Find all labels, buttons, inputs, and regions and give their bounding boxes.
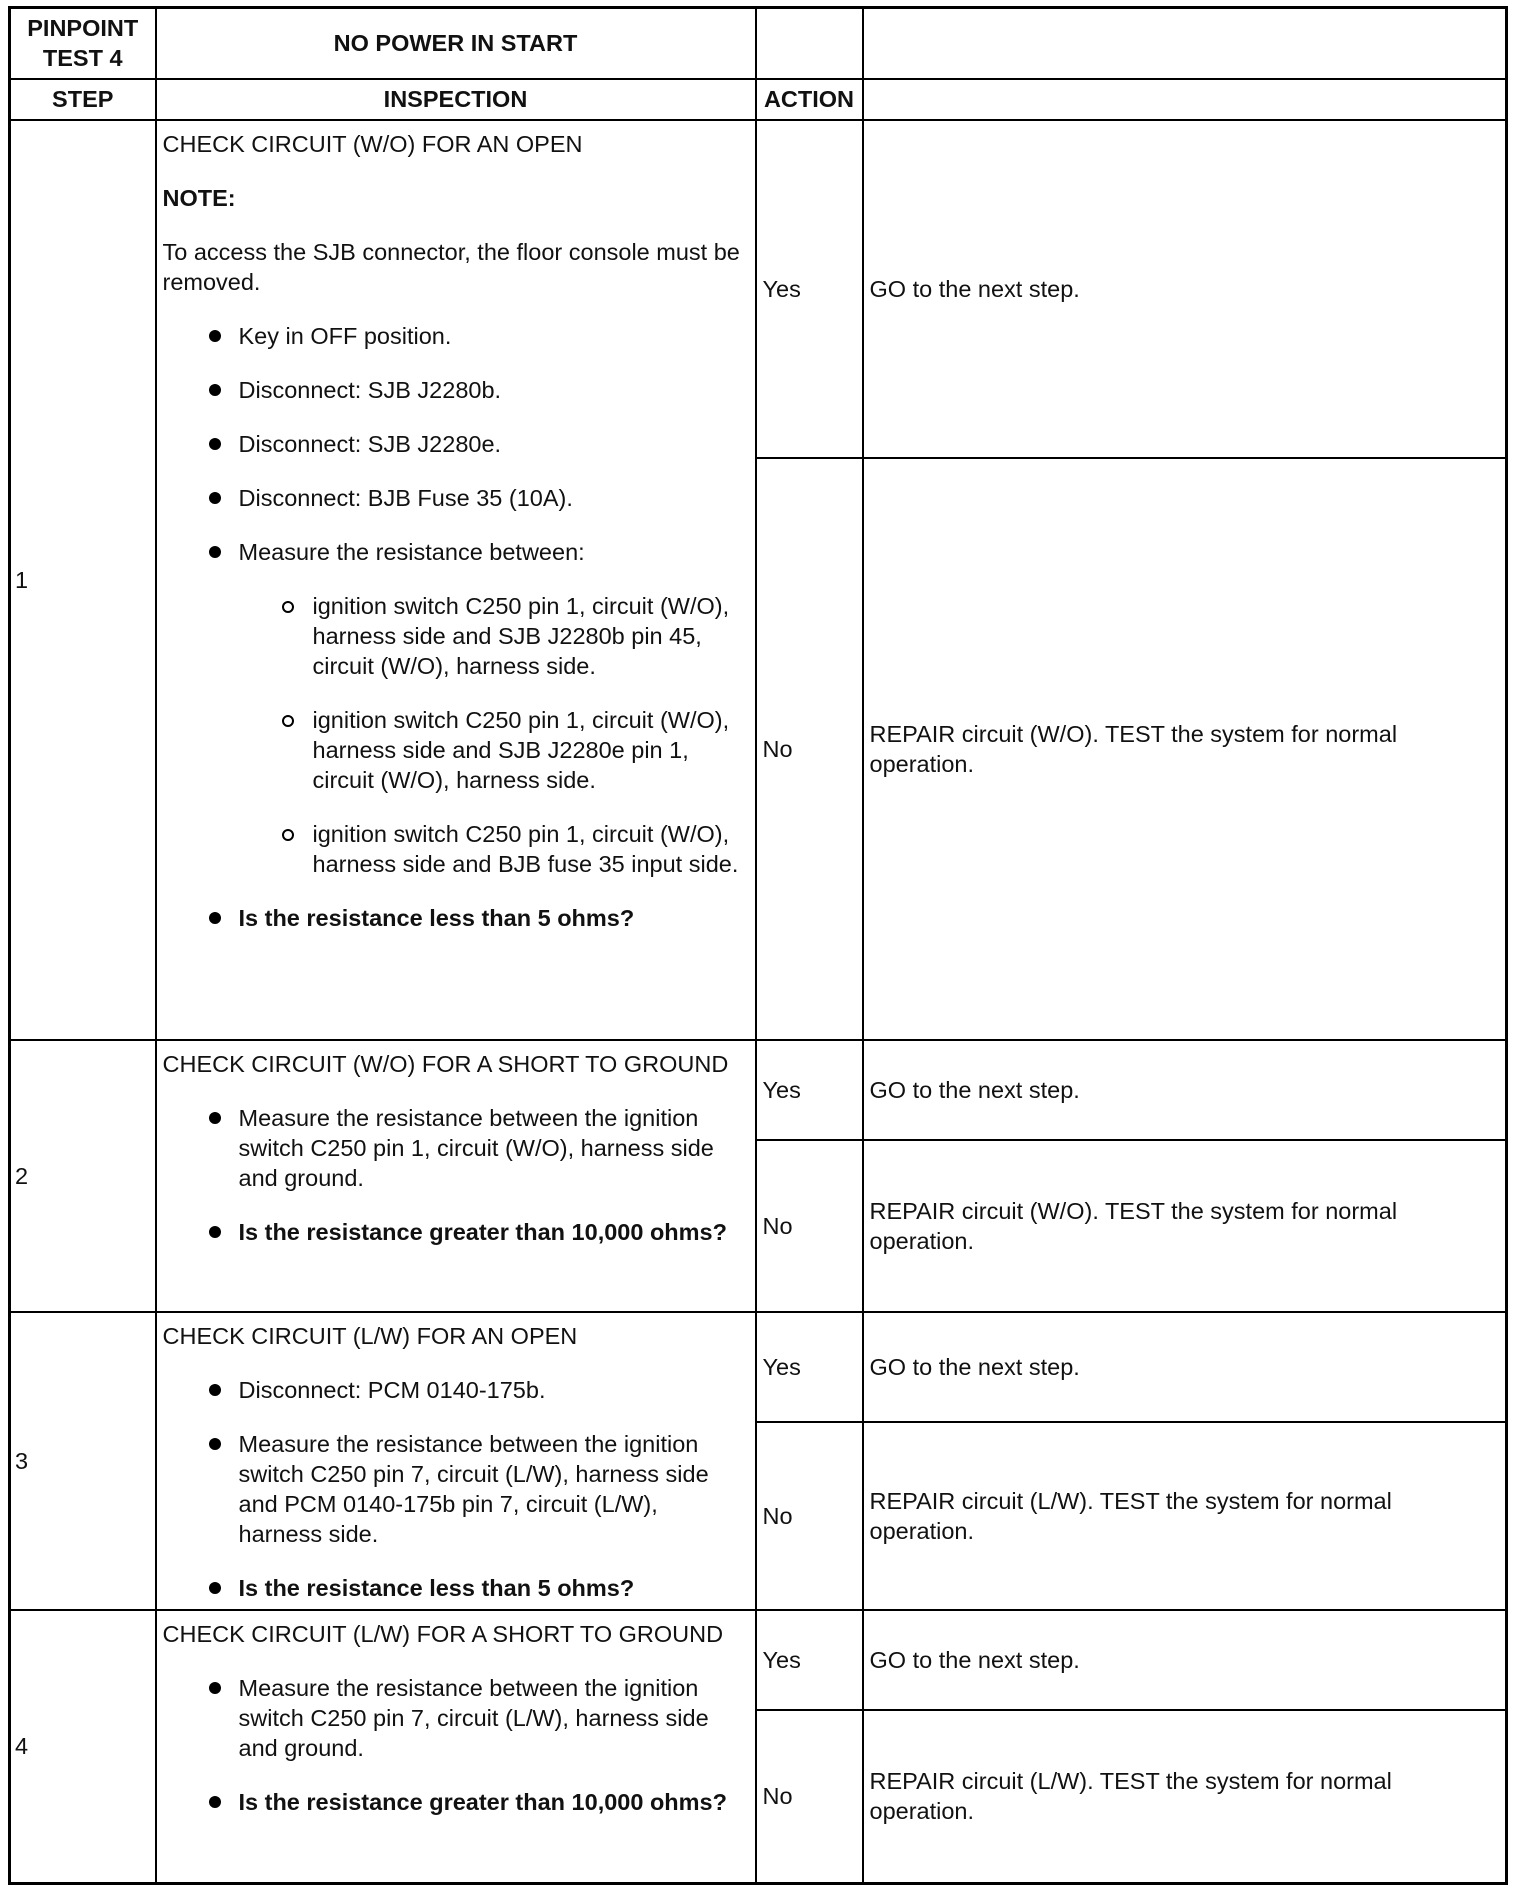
list-item: Disconnect: PCM 0140-175b. [163,1375,747,1405]
action-yes: Yes [756,120,863,458]
sub-list-item: ignition switch C250 pin 1, circuit (W/O), harness side and SJB J2280b pin 45, circuit (W/O), harness side. [163,591,747,681]
table-row [10,1610,1507,1710]
column-header-action: ACTION [756,79,863,120]
result-yes: GO to the next step. [863,1610,1507,1710]
step-number: 1 [10,120,156,1040]
inspection-cell [156,120,756,1040]
action-yes: Yes [756,1610,863,1710]
step-number: 3 [10,1312,156,1610]
inspection-cell [156,1312,756,1610]
list-item: Measure the resistance between the ignition switch C250 pin 7, circuit (L/W), harness side and ground. [163,1673,747,1763]
action-no: No [756,1140,863,1312]
step-title: CHECK CIRCUIT (L/W) FOR AN OPEN [162,1322,578,1349]
title-empty-cell [863,8,1507,79]
sub-list-item: ignition switch C250 pin 1, circuit (W/O), harness side and BJB fuse 35 input side. [163,819,747,879]
list-item: Disconnect: BJB Fuse 35 (10A). [163,483,747,513]
list-item: Disconnect: SJB J2280e. [163,429,747,459]
result-yes: GO to the next step. [863,1312,1507,1422]
note-label: NOTE: [162,184,236,211]
table-row [10,1040,1507,1140]
step-question: Is the resistance greater than 10,000 ohms? [163,1787,747,1817]
step-question: Is the resistance greater than 10,000 ohms? [163,1217,747,1247]
result-no: REPAIR circuit (L/W). TEST the system for normal operation. [863,1710,1507,1884]
action-no: No [756,458,863,1040]
result-no: REPAIR circuit (L/W). TEST the system for normal operation. [863,1422,1507,1610]
list-item: Measure the resistance between the ignition switch C250 pin 7, circuit (L/W), harness side and PCM 0140-175b pin 7, circuit (L/W), harness side. [163,1429,747,1549]
step-question: Is the resistance less than 5 ohms? [163,903,747,933]
table-row [10,1312,1507,1422]
title-empty-cell [756,8,863,79]
column-header-row [10,79,1507,120]
column-header-step: STEP [10,79,156,120]
list-item: Measure the resistance between the ignition switch C250 pin 1, circuit (W/O), harness side and ground. [163,1103,747,1193]
test-label: PINPOINT TEST 4 [10,8,156,79]
step-question: Is the resistance less than 5 ohms? [163,1573,747,1603]
step-title: CHECK CIRCUIT (W/O) FOR A SHORT TO GROUND [162,1050,729,1077]
column-header-inspection: INSPECTION [156,79,756,120]
step-title: CHECK CIRCUIT (W/O) FOR AN OPEN [162,130,583,157]
title-row [10,8,1507,79]
step-number: 2 [10,1040,156,1312]
result-no: REPAIR circuit (W/O). TEST the system for normal operation. [863,458,1507,1040]
inspection-cell [156,1040,756,1312]
sub-list-item: ignition switch C250 pin 1, circuit (W/O), harness side and SJB J2280e pin 1, circuit (W/O), harness side. [163,705,747,795]
action-no: No [756,1710,863,1884]
list-item: Measure the resistance between: [163,537,747,567]
result-yes: GO to the next step. [863,120,1507,458]
action-yes: Yes [756,1040,863,1140]
note-text: To access the SJB connector, the floor console must be removed. [162,238,740,295]
action-no: No [756,1422,863,1610]
table-row [10,120,1507,458]
result-no: REPAIR circuit (W/O). TEST the system for normal operation. [863,1140,1507,1312]
page-title: NO POWER IN START [156,8,756,79]
pinpoint-test-table [8,6,1508,1885]
list-item: Disconnect: SJB J2280b. [163,375,747,405]
action-yes: Yes [756,1312,863,1422]
inspection-cell [156,1610,756,1884]
result-yes: GO to the next step. [863,1040,1507,1140]
step-title: CHECK CIRCUIT (L/W) FOR A SHORT TO GROUND [162,1620,724,1647]
column-header-empty [863,79,1507,120]
step-number: 4 [10,1610,156,1884]
list-item: Key in OFF position. [163,321,747,351]
